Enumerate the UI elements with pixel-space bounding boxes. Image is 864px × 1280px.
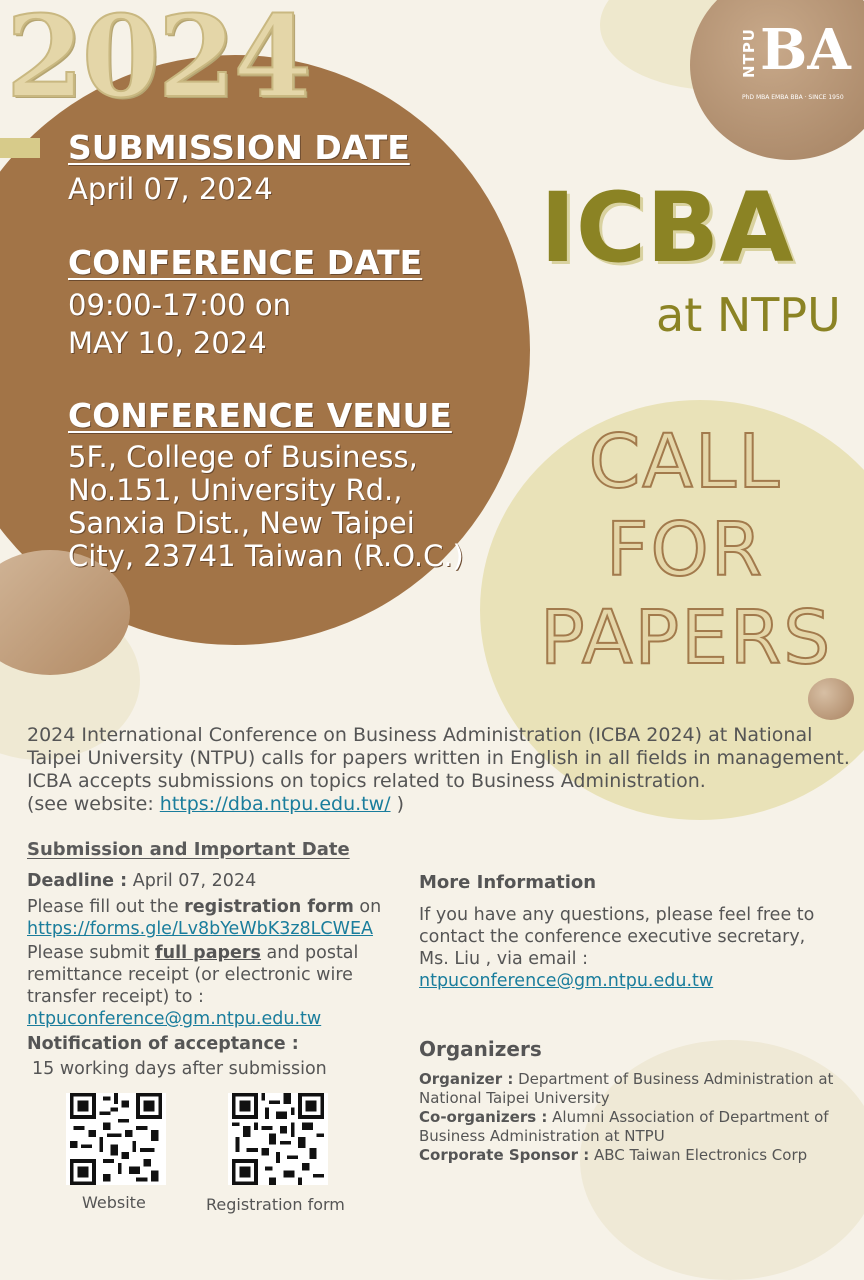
- registration-qr-graphic: [228, 1093, 328, 1185]
- notification-label: Notification of acceptance :: [27, 1034, 299, 1054]
- logo-sub-text: PhD MBA EMBA BBA · SINCE 1950: [742, 94, 844, 101]
- submission-date-value: April 07, 2024: [68, 172, 273, 206]
- co-organizer-value: Alumni Association of Department of: [547, 1108, 829, 1126]
- intro-line-1: 2024 International Conference on Business Administration (ICBA 2024) at National: [27, 724, 813, 746]
- submit-suffix: and postal: [260, 943, 359, 963]
- icba-title: ICBA: [540, 172, 794, 284]
- sponsor-value: ABC Taiwan Electronics Corp: [589, 1146, 808, 1164]
- logo-main-text: BA: [760, 17, 851, 83]
- year-heading: 2024: [6, 0, 310, 123]
- more-info-line-1: If you have any questions, please feel free to: [419, 905, 815, 925]
- website-suffix: ): [390, 793, 404, 815]
- call-for-papers: [540, 418, 833, 682]
- form-link[interactable]: https://forms.gle/Lv8bYeWbK3z8LCWEA: [27, 919, 373, 939]
- submit-line-3: transfer receipt) to :: [27, 987, 204, 1007]
- bg-circle-small-brown-right: [808, 678, 854, 720]
- deadline-value: April 07, 2024: [127, 871, 257, 891]
- venue-line-2: No.151, University Rd.,: [68, 473, 403, 507]
- conference-date-time: 09:00-17:00 on: [68, 288, 291, 322]
- notification-value: 15 working days after submission: [32, 1059, 327, 1079]
- more-info-heading: More Information: [419, 872, 597, 893]
- intro-website-line: [27, 793, 857, 816]
- sponsor-line: [419, 1146, 849, 1165]
- website-qr-code[interactable]: [66, 1093, 166, 1185]
- fill-bold: registration form: [184, 897, 354, 917]
- website-qr-graphic: [66, 1093, 166, 1185]
- website-link[interactable]: https://dba.ntpu.edu.tw/: [159, 793, 391, 815]
- cfp-line-3: PAPERS: [540, 595, 833, 681]
- submission-date-heading: SUBMISSION DATE: [68, 128, 410, 167]
- registration-qr-label: Registration form: [206, 1195, 345, 1214]
- organizer-line: [419, 1070, 849, 1089]
- website-prefix: (see website:: [27, 793, 160, 815]
- submission-section-heading: Submission and Important Date: [27, 839, 350, 860]
- cfp-line-1: CALL: [588, 419, 782, 505]
- ntpu-ba-logo: [740, 17, 851, 108]
- organizers-heading: Organizers: [419, 1037, 542, 1061]
- submit-prefix: Please submit: [27, 943, 156, 963]
- accent-bar: [0, 138, 40, 158]
- organizer-label: Organizer :: [419, 1070, 514, 1088]
- venue-line-4: City, 23741 Taiwan (R.O.C.): [68, 539, 464, 573]
- registration-qr-code[interactable]: [228, 1093, 328, 1185]
- fill-prefix: Please fill out the: [27, 897, 185, 917]
- organizer-value-2: National Taipei University: [419, 1089, 610, 1107]
- intro-line-3: ICBA accepts submissions on topics related to Business Administration.: [27, 770, 706, 792]
- intro-line-2: Taipei University (NTPU) calls for papers written in English in all fields in management.: [27, 747, 850, 769]
- submission-section-body: [27, 870, 407, 1080]
- submission-email-link[interactable]: ntpuconference@gm.ntpu.edu.tw: [27, 1009, 322, 1029]
- fill-suffix: on: [353, 897, 382, 917]
- sponsor-label: Corporate Sponsor :: [419, 1146, 590, 1164]
- cfp-line-2: FOR: [605, 507, 765, 593]
- organizer-value: Department of Business Administration at: [513, 1070, 834, 1088]
- more-info-line-2: contact the conference executive secretary,: [419, 927, 806, 947]
- co-organizer-line: [419, 1108, 849, 1127]
- co-organizer-label: Co-organizers :: [419, 1108, 548, 1126]
- venue-line-3: Sanxia Dist., New Taipei: [68, 506, 415, 540]
- submit-line-2: remittance receipt (or electronic wire: [27, 965, 353, 985]
- co-organizer-value-2: Business Administration at NTPU: [419, 1127, 665, 1145]
- fill-form-line: [27, 896, 407, 918]
- submit-bold: full papers: [155, 943, 261, 963]
- more-info-line-3: Ms. Liu , via email :: [419, 949, 588, 969]
- logo-side-text: NTPU: [740, 28, 758, 78]
- conference-date-day: MAY 10, 2024: [68, 326, 267, 360]
- more-info-email-link[interactable]: ntpuconference@gm.ntpu.edu.tw: [419, 971, 714, 991]
- venue-heading: CONFERENCE VENUE: [68, 396, 452, 435]
- intro-paragraph: [27, 724, 857, 816]
- conference-date-heading: CONFERENCE DATE: [68, 243, 423, 282]
- at-ntpu-subtitle: at NTPU: [656, 288, 841, 342]
- more-info-body: [419, 904, 849, 992]
- deadline-line: [27, 870, 407, 892]
- submit-line-1: [27, 942, 407, 964]
- organizers-body: [419, 1070, 849, 1165]
- deadline-label: Deadline :: [27, 871, 128, 891]
- venue-line-1: 5F., College of Business,: [68, 440, 418, 474]
- website-qr-label: Website: [82, 1193, 146, 1212]
